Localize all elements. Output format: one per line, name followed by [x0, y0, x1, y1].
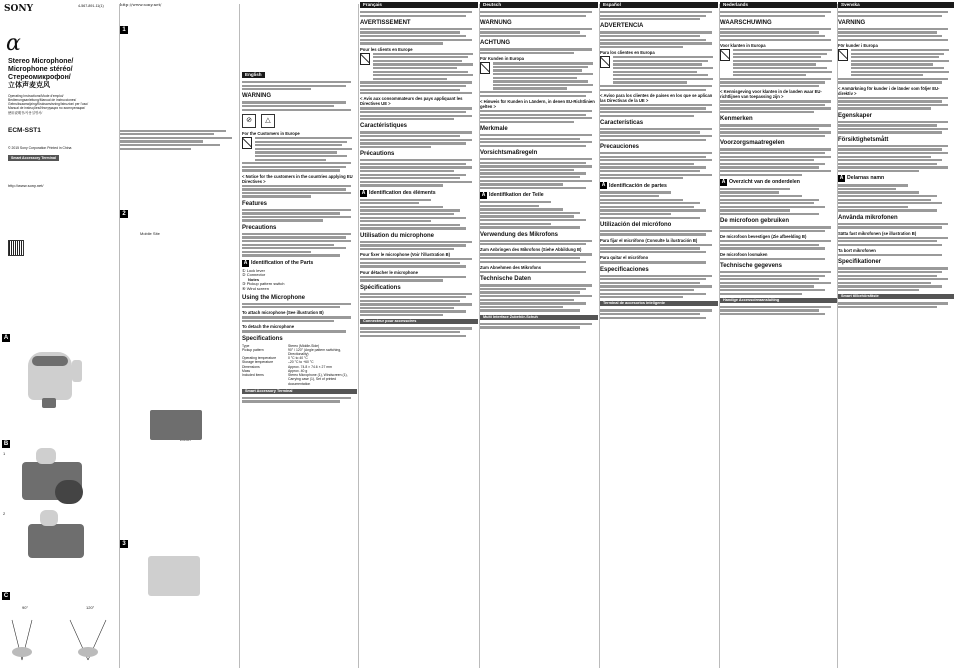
- german-caution-heading: ACHTUNG: [480, 40, 510, 47]
- english-parts-list: ① Lock lever ② Connector Notes ③ Pickup pattern switch ④ Wind screen: [242, 267, 285, 291]
- figure-label-2: 2: [120, 210, 128, 218]
- english-detach-heading: To detach the microphone: [242, 324, 295, 330]
- dutch-specifications-heading: Technische gegevens: [720, 262, 782, 269]
- english-warning-heading: WARNING: [242, 93, 271, 100]
- swedish-using-heading: Använda mikrofonen: [838, 214, 898, 221]
- swedish-specifications-heading: Specifikationer: [838, 259, 882, 266]
- weee-bin-icon: [720, 49, 730, 61]
- warning-icons: [242, 114, 357, 128]
- english-eu-notice-heading: < Notice for the customers in the countries applying EU Directives >: [242, 173, 353, 184]
- english-features-heading: Features: [242, 200, 268, 207]
- english-banner: Smart Accessory Terminal: [242, 389, 357, 394]
- weee-bin-icon: [838, 49, 848, 61]
- weee-bin-icon: [360, 53, 370, 65]
- figure-label-b: B: [3, 441, 9, 447]
- weee-bin-icon: [600, 56, 610, 68]
- french-specifications-heading: Spécifications: [360, 284, 401, 291]
- weee-bin-icon: [242, 137, 252, 149]
- dutch-identification-section: A Overzicht van de onderdelen: [721, 178, 800, 186]
- french-detach-heading: Pour détacher le microphone: [360, 269, 418, 275]
- lang-tab-german: Deutsch: [480, 2, 598, 8]
- dutch-europe-heading: Voor klanten in Europa: [720, 42, 766, 48]
- french-precautions-heading: Précautions: [360, 151, 395, 158]
- spanish-warning-heading: ADVERTENCIA: [600, 23, 644, 30]
- german-attach-heading: Zum Anbringen des Mikrofons (Siehe Abbildung B): [480, 247, 582, 253]
- german-specifications-heading: Technische Daten: [480, 276, 531, 283]
- copyright: © 2015 Sony Corporation Printed in China: [8, 145, 72, 150]
- swedish-detach-heading: Ta bort mikrofonen: [838, 248, 876, 254]
- spanish-column: [600, 0, 718, 671]
- lang-tab-spanish: Español: [600, 2, 718, 8]
- swedish-attach-heading: Sätta fast mikrofonen (se illustration B): [838, 230, 917, 236]
- german-eu-notice-heading: < Hinweis für Kunden in Ländern, in denen EU-Richtlinien gelten >: [480, 98, 595, 109]
- english-specifications-heading: Specifications: [242, 335, 283, 342]
- french-column: [360, 0, 478, 671]
- german-using-heading: Verwendung des Mikrofons: [480, 231, 559, 238]
- french-eu-notice-heading: < Avis aux consommateurs des pays appliquant les Directives UE >: [360, 96, 463, 107]
- dutch-column: [720, 0, 837, 671]
- french-using-heading: Utilisation du microphone: [360, 232, 435, 239]
- swedish-column: [838, 0, 954, 671]
- french-identification-section: A Identification des éléments: [361, 189, 436, 196]
- spanish-precautions-heading: Precauciones: [600, 143, 640, 150]
- dutch-eu-notice-heading: < Kennisgeving voor klanten in de landen waar EU-richtlijnen van toepassing zijn >: [720, 89, 822, 100]
- url-text[interactable]: http://www.sony.net/: [8, 183, 44, 189]
- english-attach-heading: To attach microphone (See illustration B): [242, 310, 324, 316]
- product-title: Stereo Microphone/ Microphone stéréo/ Стереомикрофон/ 立体声麦克风: [8, 57, 74, 89]
- model-number: ECM-SST1: [8, 127, 41, 135]
- swedish-precautions-heading: Försiktighetsmått: [838, 136, 889, 143]
- english-identification-section: A Identification of the Parts: [243, 259, 314, 266]
- qr-code-icon: [8, 240, 24, 256]
- german-identification-section: A Identifikation der Teile: [481, 192, 544, 199]
- sony-logo: SONY: [4, 4, 33, 14]
- figure-label-1: 1: [120, 26, 128, 34]
- instructions-list: Operating Instructions/Mode d'emploi/ Bedienungsanleitung/Manual de instrucciones/ Gebruiksaanwijzing/Bruksanvisning/Istruzioni per l'uso/ Manual de instruções/Инструкция по эксплуатации/ 使用说明书/사용설명서/: [8, 93, 89, 115]
- german-features-heading: Merkmale: [480, 125, 508, 132]
- french-attach-heading: Pour fixer le microphone (Voir l'illustration B): [360, 252, 451, 258]
- english-spec-table: Type Stereo (Middle-Side) Pickup pattern 90° / 120° (Angle pattern switching, Directionality) Operating temperature 0 °C to 40 °C Storage temperature –20 °C to +60 °C Dimensions Approx. 74.8 × 74.6 × 27 mm Mass Approx. 40 g Included items Stereo Microphone (1), Windscreen (1), Carrying case (1), Set of printed documentation: [242, 343, 348, 386]
- lang-tab-english: English: [242, 72, 265, 78]
- lang-tab-french: Français: [360, 2, 478, 8]
- spanish-detach-heading: Para quitar el micrófono: [600, 255, 649, 261]
- figure-label-a: A: [3, 335, 9, 341]
- german-europe-heading: Für Kunden in Europa: [480, 56, 524, 62]
- no-disassembly-icon: ⊘: [242, 114, 256, 128]
- cover-column: SONY 4-567-891-11(1) α Stereo Microphone/ Microphone stéréo/ Стереомикрофон/ 立体声麦克风 Operating Instructions/Mode d'emploi/ Bedienungsanleitung/Manual de instrucciones/ Gebruiksaanwijzing/Bruksanvisning/Istruzioni per l'uso/ Manual de instruções/Инструкция по эксплуатации/ 使用说明书/사용설명서/ ECM-SST1 © 2015 Sony Corporation Printed in China Smart Accessory Terminal http://www.sony.net/ A B 1 2 C 90° 120°: [0, 0, 118, 671]
- dutch-attach-heading: De microfoon bevestigen (Zie afbeelding B): [720, 234, 807, 240]
- smart-terminal-banner: Smart Accessory Terminal: [8, 153, 118, 164]
- english-text-column: [242, 0, 357, 671]
- dutch-detach-heading: De microfoon losmaken: [720, 251, 768, 257]
- swedish-eu-notice-heading: < Anmärkning för kunder i de länder som följer EU-direktiv >: [838, 85, 940, 96]
- english-precautions-heading: Precautions: [242, 224, 277, 231]
- spanish-features-heading: Características: [600, 119, 644, 126]
- warning-triangle-icon: △: [261, 114, 275, 128]
- spanish-identification-section: A Identificación de partes: [601, 182, 667, 189]
- german-precautions-heading: Vorsichtsmaßregeln: [480, 150, 538, 157]
- swedish-warning-heading: VARNING: [838, 19, 866, 26]
- swedish-banner: Smart tillbehörsfäste: [838, 294, 954, 299]
- swedish-identification-section: A Delarnas namn: [839, 175, 885, 182]
- swedish-features-heading: Egenskaper: [838, 112, 873, 119]
- lang-tab-swedish: Svenska: [838, 2, 954, 8]
- figure-label-3: 3: [120, 540, 128, 548]
- alpha-logo-icon: α: [6, 30, 21, 56]
- english-using-heading: Using the Microphone: [242, 294, 305, 301]
- divider: [358, 4, 359, 668]
- german-column: [480, 0, 598, 671]
- french-banner: Connecteur pour accessoires: [360, 319, 478, 324]
- german-warning-heading: WARNUNG: [480, 19, 512, 26]
- weee-bin-icon: [480, 62, 490, 74]
- angle-pattern-icon: [8, 612, 116, 662]
- part-number: 4-567-891-11(1): [78, 4, 104, 8]
- spanish-attach-heading: Para fijar el micrófono (Consulte la ilustración B): [600, 237, 698, 243]
- french-features-heading: Caractéristiques: [360, 123, 408, 130]
- french-europe-heading: Pour les clients en Europe: [360, 46, 413, 52]
- spanish-europe-heading: Para los clientes en Europa: [600, 50, 655, 56]
- spanish-eu-notice-heading: < Aviso para los clientes de países en los que se aplican las Directivas de la UE >: [600, 92, 713, 103]
- english-body-placeholder: [120, 130, 238, 150]
- spanish-banner: Terminal de accesorios inteligente: [600, 301, 718, 306]
- german-detach-heading: Zum Abnehmen des Mikrofons: [480, 264, 542, 270]
- english-column: http://www.sony.net/ 1 Mobile Site 2 3: [120, 0, 238, 671]
- french-warning-heading: AVERTISSEMENT: [360, 19, 411, 26]
- dutch-warning-heading: WAARSCHUWING: [720, 19, 772, 26]
- swedish-europe-heading: För kunder i Europa: [838, 42, 878, 48]
- url-header: http://www.sony.net/: [120, 2, 162, 7]
- english-europe-heading: For the Customers in Europe: [242, 130, 300, 136]
- lang-tab-dutch: Nederlands: [720, 2, 837, 8]
- german-banner: Multi Interface Zubehör-Schuh: [480, 315, 598, 320]
- spanish-using-heading: Utilización del micrófono: [600, 221, 672, 228]
- spanish-specifications-heading: Especificaciones: [600, 266, 649, 273]
- dutch-banner: Handige Accessoireaansluiting: [720, 298, 837, 303]
- divider: [239, 4, 240, 668]
- figure-label-c: C: [3, 593, 9, 599]
- dutch-using-heading: De microfoon gebruiken: [720, 218, 790, 225]
- dutch-precautions-heading: Voorzorgsmaatregelen: [720, 140, 785, 147]
- dutch-features-heading: Kenmerken: [720, 116, 753, 123]
